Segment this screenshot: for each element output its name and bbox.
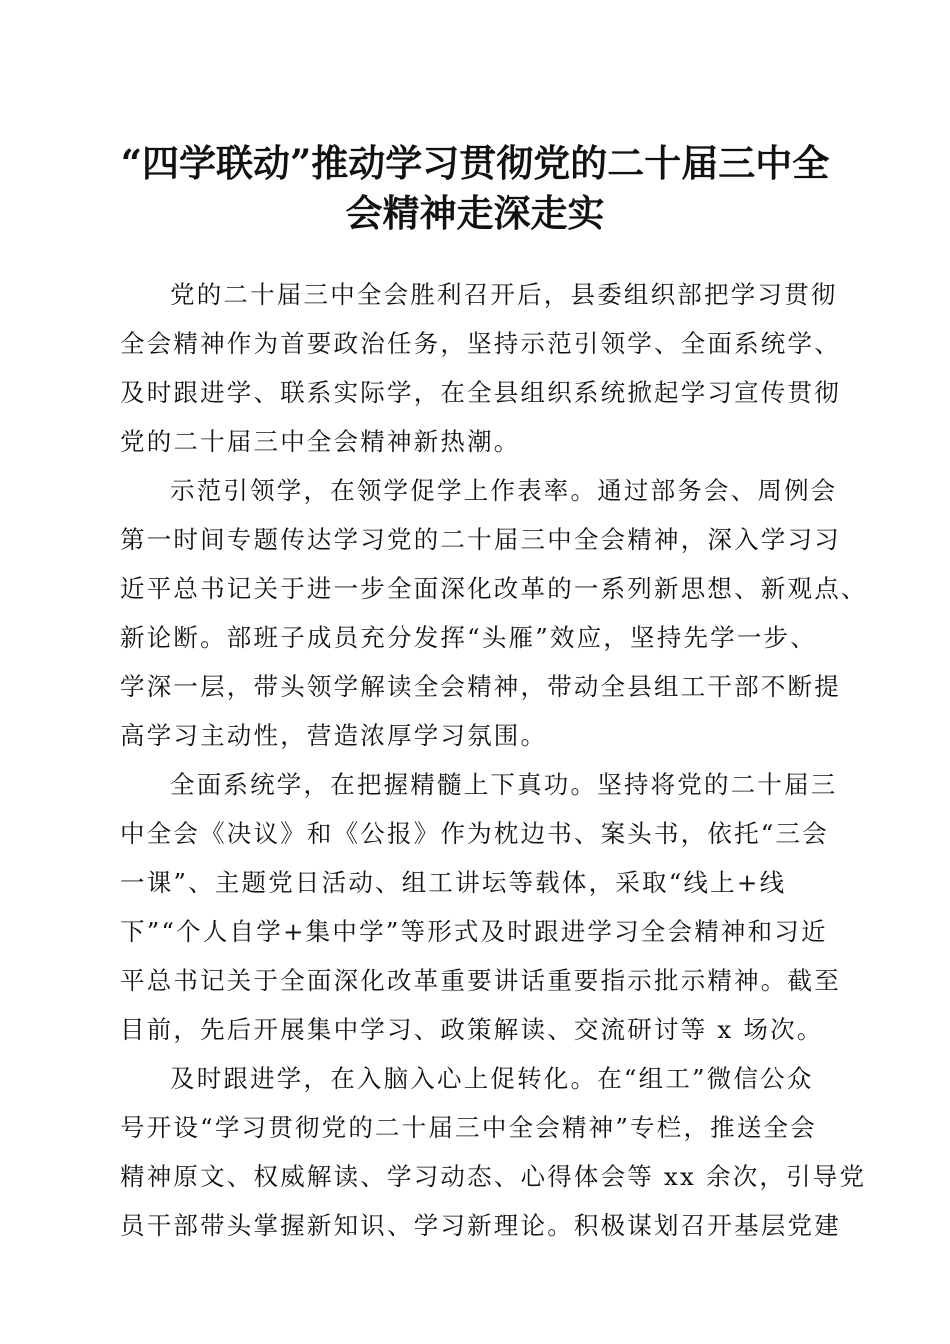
text-line: 平总书记关于全面深化改革重要讲话重要指示批示精神。截至	[120, 966, 841, 995]
text-line: 及时跟进学，在入脑入心上促转化。在“组工”微信公众	[170, 1064, 814, 1093]
paragraph-2	[120, 466, 868, 760]
text-line: 第一时间专题传达学习党的二十届三中全会精神，深入学习习	[120, 525, 841, 554]
title-line-1: “四学联动”推动学习贯彻党的二十届三中全	[120, 141, 830, 185]
text-line: 全面系统学，在把握精髓上下真功。坚持将党的二十届三	[170, 770, 838, 799]
text-line: 下”“个人自学+集中学”等形式及时跟进学习全会精神和习近	[120, 917, 828, 946]
text-line: 中全会《决议》和《公报》作为枕边书、案头书，依托“三会	[120, 819, 829, 848]
text-line: 全会精神作为首要政治任务，坚持示范引领学、全面系统学、	[120, 329, 841, 358]
text-line: 一课”、主题党日活动、组工讲坛等载体，采取“线上+线	[120, 868, 787, 897]
text-line: 精神原文、权威解读、学习动态、心得体会等 xx 余次，引导党	[120, 1162, 867, 1191]
text-line: 示范引领学，在领学促学上作表率。通过部务会、周例会	[170, 476, 838, 505]
paragraph-4	[120, 1054, 867, 1250]
text-line: 高学习主动性，营造浓厚学习氛围。	[120, 721, 548, 750]
paragraph-3	[120, 760, 841, 1054]
text-line: 号开设“学习贯彻党的二十届三中全会精神”专栏，推送全会	[120, 1113, 817, 1142]
text-line: 学深一层，带头领学解读全会精神，带动全县组工干部不断提	[120, 672, 841, 701]
document-body	[120, 270, 868, 1250]
text-line: 新论断。部班子成员充分发挥“头雁”效应，坚持先学一步、	[120, 623, 817, 652]
text-line: 近平总书记关于进一步全面深化改革的一系列新思想、新观点、	[120, 574, 868, 603]
title-line-2: 会精神走深走实	[345, 191, 605, 235]
text-line: 及时跟进学、联系实际学，在全县组织系统掀起学习宣传贯彻	[120, 378, 841, 407]
text-line: 党的二十届三中全会胜利召开后，县委组织部把学习贯彻	[170, 280, 838, 309]
paragraph-1	[120, 270, 841, 466]
text-line: 员干部带头掌握新知识、学习新理论。积极谋划召开基层党建	[120, 1211, 841, 1240]
text-line: 目前，先后开展集中学习、政策解读、交流研讨等 x 场次。	[120, 1015, 824, 1044]
text-line: 党的二十届三中全会精神新热潮。	[120, 427, 521, 456]
page-title	[110, 138, 840, 238]
